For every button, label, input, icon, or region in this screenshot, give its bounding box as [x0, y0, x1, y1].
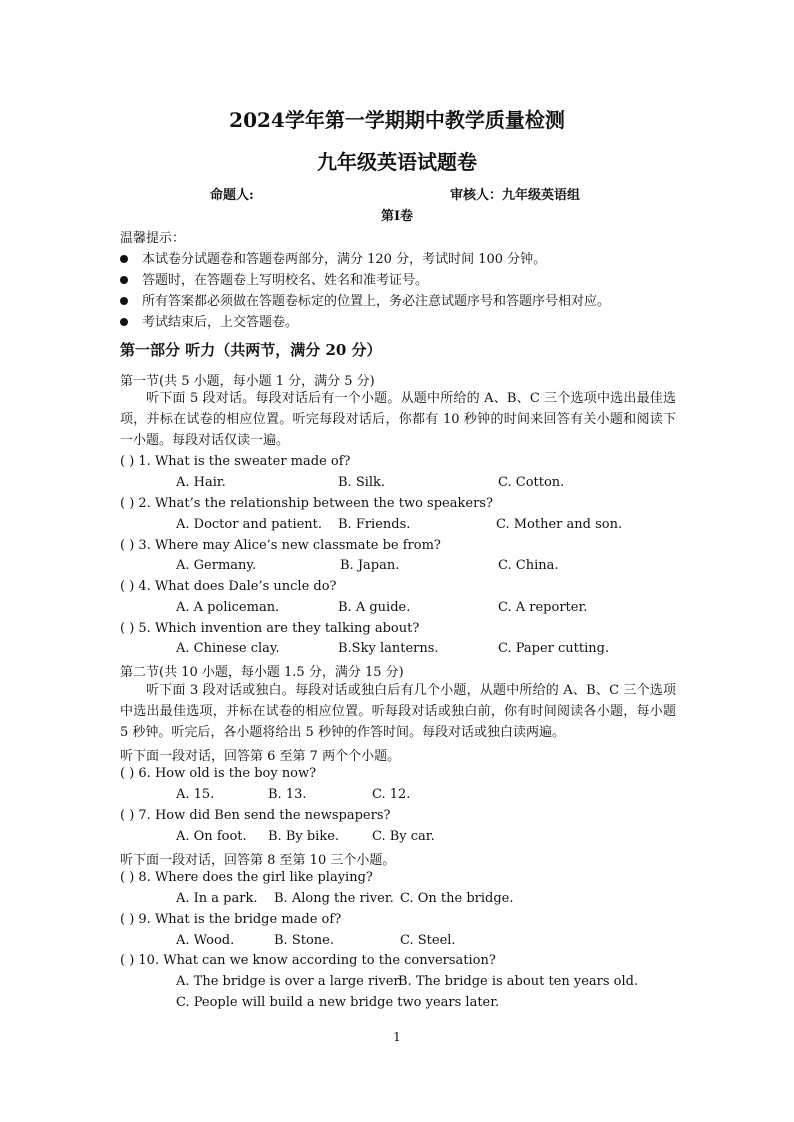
option-c: C. Steel. [400, 933, 456, 948]
option-a: A. In a park. [176, 891, 258, 906]
option-b: B. Along the river. [274, 891, 394, 906]
volume-label: 第I卷 [380, 209, 414, 224]
option-a: A. The bridge is over a large river. [176, 974, 403, 989]
question-stem: ( ) 6. How old is the boy now? [120, 766, 317, 781]
option-c: C. Paper cutting. [498, 641, 610, 656]
option-c: C. 12. [372, 787, 411, 802]
tips-title: 温馨提示： [120, 231, 186, 246]
bullet-icon [120, 276, 128, 284]
option-a: A. Wood. [176, 933, 235, 948]
reviewer-label: 审核人：九年级英语组 [450, 188, 581, 203]
option-b: B. The bridge is about ten years old. [398, 974, 639, 989]
tip-item: 所有答案都必须做在答题卷标定的位置上，务必注意试题序号和答题序号相对应。 [120, 290, 610, 309]
question-stem: ( ) 2. What’s the relationship between the two speakers? [120, 496, 493, 511]
dialogue-lead: 听下面一段对话，回答第 6 至第 7 两个个小题。 [120, 749, 401, 764]
tip-item: 考试结束后，上交答题卷。 [120, 311, 298, 330]
option-b: B. Silk. [338, 475, 386, 490]
section2-title: 第二节(共 10 小题，每小题 1.5 分，满分 15 分) [120, 665, 404, 680]
section1-title: 第一节(共 5 小题，每小题 1 分，满分 5 分) [120, 374, 375, 389]
section2-instructions: 听下面 3 段对话或独白。每段对话或独白后有几个小题，从题中所给的 A、B、C 三个选项中选出最佳选项，并标在试卷的相应位置。听每段对话或独白前，你有时间阅读各小题，每小题 5 秒钟。听完后，各小题将给出 5 秒钟的作答时间。每段对话或独白读两遍。 [120, 683, 676, 740]
maker-label: 命题人: [210, 188, 254, 203]
option-b: B. A guide. [338, 600, 411, 615]
option-a: A. Doctor and patient. [176, 517, 323, 532]
question-stem: ( ) 5. Which invention are they talking about? [120, 621, 420, 636]
option-b: B. Stone. [274, 933, 334, 948]
option-a: A. Germany. [176, 558, 257, 573]
option-b: B.Sky lanterns. [338, 641, 439, 656]
exam-subtitle: 九年级英语试题卷 [317, 150, 477, 174]
bullet-icon [120, 297, 128, 305]
question-stem: ( ) 4. What does Dale’s uncle do? [120, 579, 337, 594]
exam-title: 2024学年第一学期期中教学质量检测 [229, 108, 565, 132]
question-stem: ( ) 9. What is the bridge made of? [120, 912, 342, 927]
question-stem: ( ) 1. What is the sweater made of? [120, 454, 351, 469]
question-stem: ( ) 8. Where does the girl like playing? [120, 870, 373, 885]
page-number: 1 [393, 1030, 401, 1044]
option-b: B. Japan. [340, 558, 400, 573]
option-c: C. On the bridge. [400, 891, 514, 906]
question-stem: ( ) 10. What can we know according to the conversation? [120, 953, 496, 968]
bullet-icon [120, 255, 128, 263]
option-a: A. A policeman. [176, 600, 280, 615]
tip-item: 答题时，在答题卷上写明校名、姓名和准考证号。 [120, 269, 428, 288]
option-a: A. Chinese clay. [176, 641, 280, 656]
option-c: C. Mother and son. [496, 517, 623, 532]
option-b: B. Friends. [338, 517, 411, 532]
option-b: B. By bike. [268, 829, 340, 844]
question-stem: ( ) 7. How did Ben send the newspapers? [120, 808, 391, 823]
question-stem: ( ) 3. Where may Alice’s new classmate be from? [120, 538, 441, 553]
option-c: C. A reporter. [498, 600, 588, 615]
option-a: A. 15. [176, 787, 215, 802]
option-c: C. China. [498, 558, 559, 573]
dialogue-lead: 听下面一段对话，回答第 8 至第 10 三个小题。 [120, 853, 396, 868]
option-a: A. On foot. [176, 829, 247, 844]
option-a: A. Hair. [176, 475, 226, 490]
option-c: C. By car. [372, 829, 435, 844]
part1-title: 第一部分 听力（共两节，满分 20 分） [120, 341, 382, 359]
option-b: B. 13. [268, 787, 307, 802]
section1-instructions: 听下面 5 段对话。每段对话后有一个小题。从题中所给的 A、B、C 三个选项中选出最佳选项，并标在试卷的相应位置。听完每段对话后，你都有 10 秒钟的时间来回答有关小题和阅读下一小题。每段对话仅读一遍。 [120, 391, 676, 448]
option-c: C. People will build a new bridge two years later. [176, 995, 500, 1010]
bullet-icon [120, 318, 128, 326]
option-c: C. Cotton. [498, 475, 565, 490]
tip-item: 本试卷分试题卷和答题卷两部分，满分 120 分，考试时间 100 分钟。 [120, 248, 546, 267]
